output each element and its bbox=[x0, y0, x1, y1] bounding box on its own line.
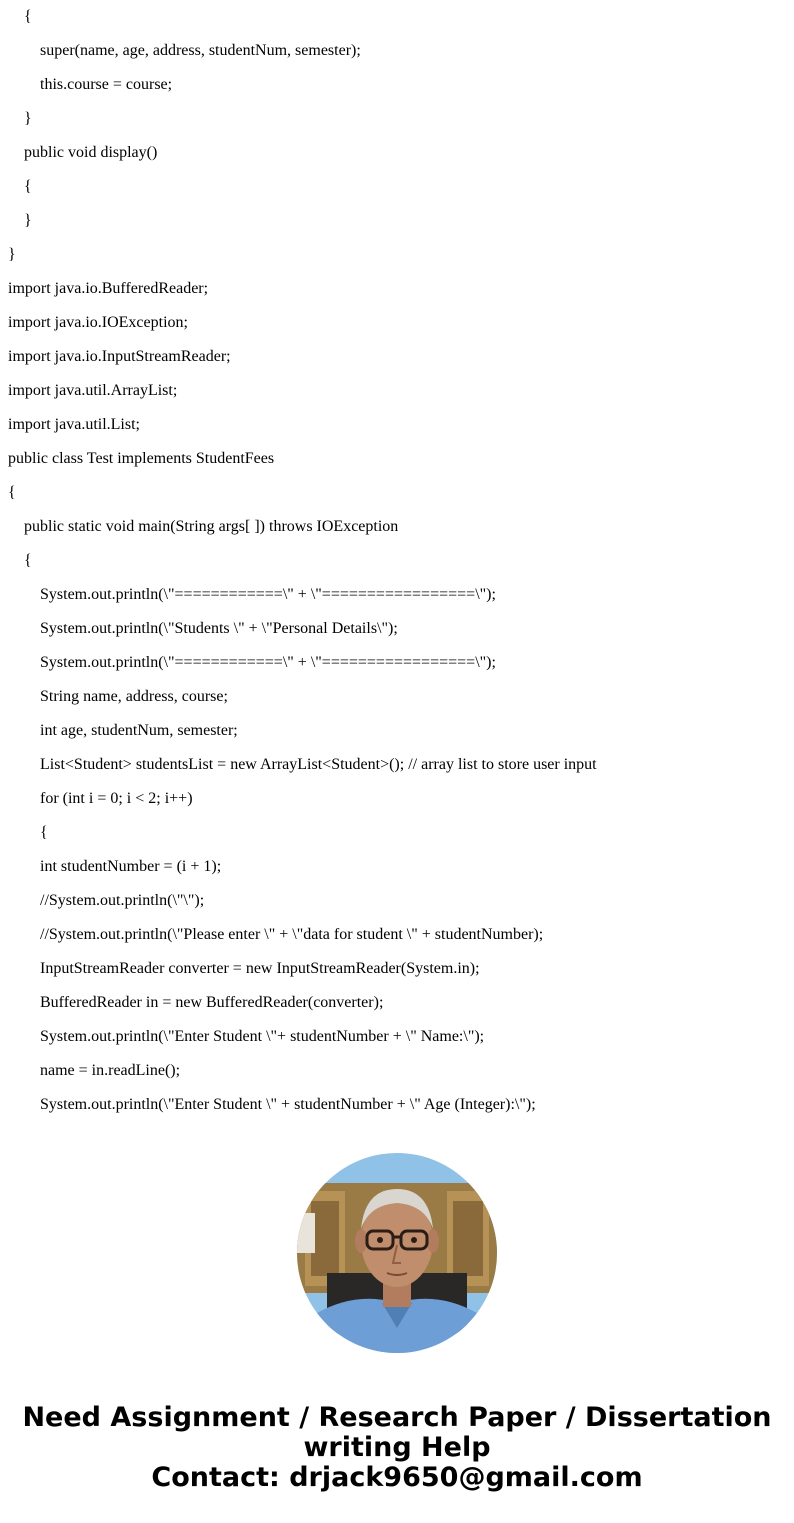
code-line: public static void main(String args[ ]) throws IOException bbox=[24, 518, 399, 535]
code-line: for (int i = 0; i < 2; i++) bbox=[40, 790, 193, 807]
code-line: public void display() bbox=[24, 144, 158, 161]
code-line: BufferedReader in = new BufferedReader(converter); bbox=[40, 994, 384, 1011]
code-line: System.out.println(\"============\" + \"=================\"); bbox=[40, 586, 496, 603]
code-line: import java.io.BufferedReader; bbox=[8, 280, 209, 297]
code-line: this.course = course; bbox=[40, 76, 173, 93]
author-avatar bbox=[297, 1153, 497, 1353]
code-line: List<Student> studentsList = new ArrayList<Student>(); // array list to store user input bbox=[40, 756, 597, 773]
code-line: { bbox=[24, 178, 32, 195]
code-line: InputStreamReader converter = new InputStreamReader(System.in); bbox=[40, 960, 480, 977]
promo-headline-continued: writing Help bbox=[303, 1432, 491, 1463]
code-line: System.out.println(\"Enter Student \"+ studentNumber + \" Name:\"); bbox=[40, 1028, 485, 1045]
code-line: System.out.println(\"============\" + \"=================\"); bbox=[40, 654, 496, 671]
code-line: //System.out.println(\"Please enter \" + \"data for student \" + studentNumber); bbox=[40, 926, 544, 943]
code-listing bbox=[8, 0, 788, 1122]
code-line: int age, studentNum, semester; bbox=[40, 722, 238, 739]
promo-banner bbox=[0, 1403, 794, 1493]
person-portrait-icon bbox=[297, 1153, 497, 1353]
code-line: int studentNumber = (i + 1); bbox=[40, 858, 222, 875]
code-line: //System.out.println(\"\"); bbox=[40, 892, 205, 909]
code-line: import java.util.ArrayList; bbox=[8, 382, 178, 399]
code-line: import java.io.IOException; bbox=[8, 314, 188, 331]
promo-contact: Contact: drjack9650@gmail.com bbox=[151, 1462, 643, 1493]
code-line: name = in.readLine(); bbox=[40, 1062, 181, 1079]
code-line: { bbox=[8, 484, 16, 501]
code-line: } bbox=[8, 246, 16, 263]
code-line: System.out.println(\"Enter Student \" + studentNumber + \" Age (Integer):\"); bbox=[40, 1096, 536, 1113]
code-line: { bbox=[24, 8, 32, 25]
code-line: { bbox=[40, 824, 48, 841]
code-line: } bbox=[24, 110, 32, 127]
code-line: import java.io.InputStreamReader; bbox=[8, 348, 231, 365]
promo-headline: Need Assignment / Research Paper / Dissertation bbox=[22, 1402, 772, 1433]
code-line: public class Test implements StudentFees bbox=[8, 450, 275, 467]
code-line: super(name, age, address, studentNum, semester); bbox=[40, 42, 361, 59]
code-line: System.out.println(\"Students \" + \"Personal Details\"); bbox=[40, 620, 398, 637]
code-line: { bbox=[24, 552, 32, 569]
code-line: } bbox=[24, 212, 32, 229]
code-line: import java.util.List; bbox=[8, 416, 140, 433]
code-line: String name, address, course; bbox=[40, 688, 228, 705]
